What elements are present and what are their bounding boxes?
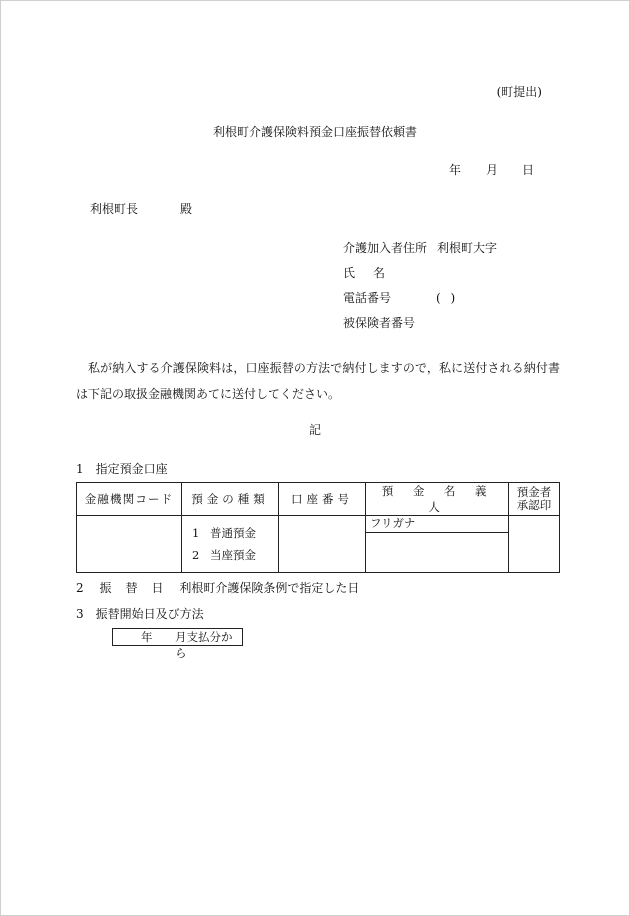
col-seal-line1: 預金者 (516, 484, 552, 499)
section2-label-c: 日 (151, 581, 164, 595)
col-seal (509, 483, 560, 516)
addressee-name: 利根町長 (90, 202, 139, 216)
section2-label-b: 替 (125, 581, 152, 595)
section1-heading: 1 指定預金口座 (76, 462, 168, 476)
bank-code-cell[interactable] (77, 516, 182, 573)
account-number-cell[interactable] (279, 516, 366, 573)
col-account-number: 口座番号 (279, 483, 366, 516)
section3-heading: 3 振替開始日及び方法 (76, 607, 204, 621)
request-paragraph: 私が納入する介護保険料は，口座振替の方法で納付しますので，私に送付される納付書は下記の取扱金融機関あてに送付してください。 (76, 361, 560, 401)
phone-label: 電話番号 (343, 291, 392, 305)
date-month-label: 月 (486, 163, 499, 177)
deposit-type-cell[interactable] (182, 516, 279, 573)
submitter-note: (町提出) (496, 85, 542, 99)
name-label: 氏名 (343, 266, 404, 280)
start-month-box[interactable] (112, 628, 243, 660)
start-box-month-text: 月支払分から (175, 630, 233, 660)
deposit-type-option-2[interactable]: 2 当座預金 (192, 548, 256, 562)
section2-label-a: 振 (99, 581, 126, 595)
address-value: 利根町大字 (437, 241, 498, 255)
document-title: 利根町介護保険料預金口座振替依頼書 (212, 125, 417, 139)
start-box-year: 年 (141, 630, 153, 644)
account-table (76, 482, 560, 573)
insured-number-label: 被保険者番号 (343, 316, 416, 330)
section2-value: 利根町介護保険条例で指定した日 (179, 581, 360, 595)
account-holder-name-cell[interactable] (366, 533, 509, 573)
phone-parentheses: ( ) (436, 291, 459, 305)
section2-line (76, 581, 359, 596)
section2-number: 2 (76, 581, 84, 595)
deposit-type-option-1[interactable]: 1 普通預金 (192, 526, 256, 540)
col-bank-code: 金融機関コード (77, 483, 182, 516)
furigana-label: フリガナ (370, 516, 416, 530)
furigana-cell[interactable] (366, 516, 509, 533)
seal-cell[interactable] (509, 516, 560, 573)
date-year-label: 年 (449, 163, 462, 177)
col-seal-line2: 承認印 (516, 498, 552, 512)
ki-marker: 記 (308, 423, 321, 437)
date-day-label: 日 (522, 163, 535, 177)
col-deposit-type: 預金の種類 (182, 483, 279, 516)
addressee-suffix: 殿 (180, 202, 193, 216)
address-label: 介護加入者住所 (343, 241, 428, 255)
col-account-holder: 預金名義人 (366, 483, 509, 516)
